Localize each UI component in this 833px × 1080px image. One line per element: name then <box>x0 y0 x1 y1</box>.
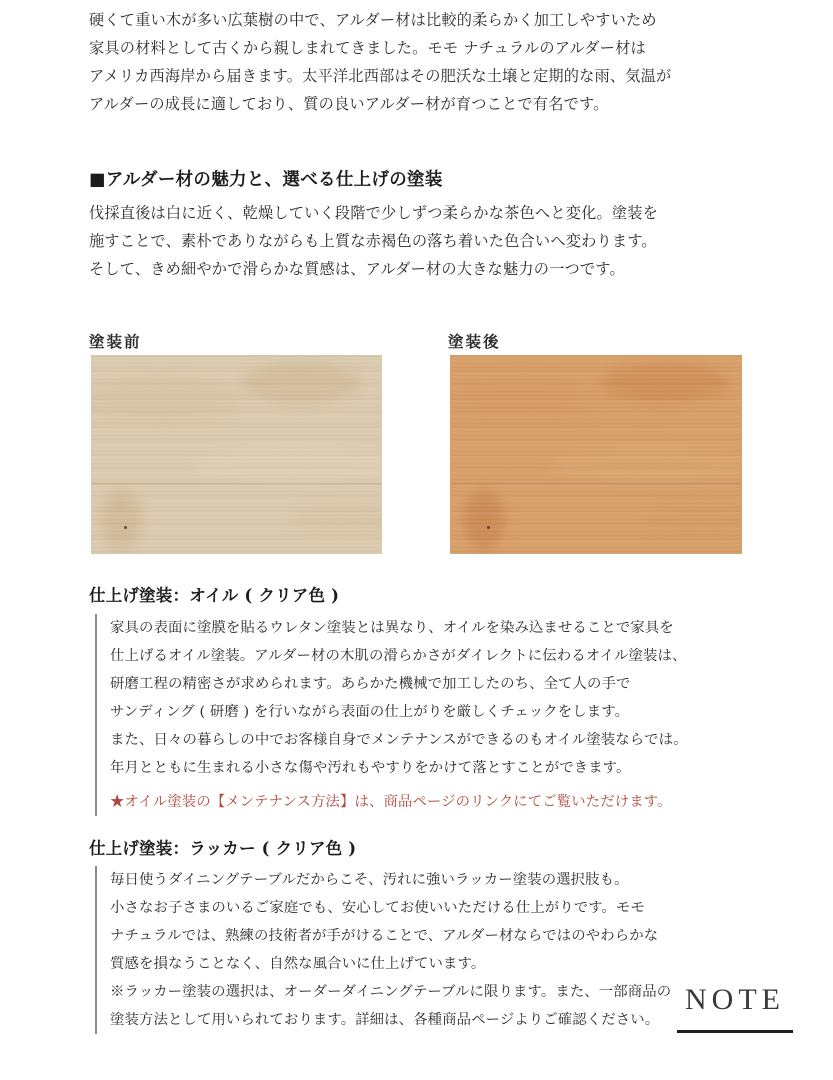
intro-line: 家具の材料として古くから親しまれてきました。モモ ナチュラルのアルダー材は <box>89 39 646 57</box>
lacquer-line: ※ラッカー塗装の選択は、オーダーダイニングテーブルに限ります。また、一部商品の <box>110 984 672 1000</box>
note-logo-text: NOTE <box>685 983 785 1016</box>
section-line: そして、きめ細やかで滑らかな質感は、アルダー材の大きな魅力の一つです。 <box>89 260 625 278</box>
before-caption: 塗装前 <box>89 332 142 351</box>
oil-finish-heading: 仕上げ塗装：オイル ( クリア色 ) <box>89 586 340 605</box>
intro-paragraph <box>89 6 769 118</box>
oil-line: サンディング ( 研磨 ) を行いながら表面の仕上がりを厳しくチェックをします。 <box>110 704 630 720</box>
lacquer-finish-description <box>95 866 671 1034</box>
oil-line: 年月とともに生まれる小さな傷や汚れもやすりをかけて落とすことができます。 <box>110 760 631 776</box>
note-logo <box>676 980 794 1033</box>
section-paragraph <box>89 199 769 283</box>
section-heading: ■アルダー材の魅力と、選べる仕上げの塗装 <box>89 170 443 190</box>
intro-line: アメリカ西海岸から届きます。太平洋北西部はその肥沃な土壌と定期的な雨、気温が <box>89 67 672 85</box>
lacquer-line: 質感を損なうことなく、自然な風合いに仕上げています。 <box>110 956 486 972</box>
lacquer-line: 塗装方法として用いられております。詳細は、各種商品ページよりご確認ください。 <box>110 1012 660 1028</box>
wood-sample-before-image <box>91 355 382 554</box>
oil-line: 仕上げるオイル塗装。アルダー材の木肌の滑らかさがダイレクトに伝わるオイル塗装は、 <box>110 648 687 664</box>
lacquer-line: 毎日使うダイニングテーブルだからこそ、汚れに強いラッカー塗装の選択肢も。 <box>110 872 629 888</box>
section-line: 施すことで、素朴でありながらも上質な赤褐色の落ち着いた色合いへ変わります。 <box>89 232 657 250</box>
note-logo-underline <box>677 1030 793 1033</box>
maintenance-note: ★オイル塗装の【メンテナンス方法】は、商品ページのリンクにてご覧いただけます。 <box>110 794 672 810</box>
wood-sample-after-image <box>450 355 742 554</box>
lacquer-line: 小さなお子さまのいるご家庭でも、安心してお使いいただける仕上がりです。モモ <box>110 900 646 916</box>
oil-finish-description <box>95 614 688 816</box>
oil-line: また、日々の暮らしの中でお客様自身でメンテナンスができるのもオイル塗装ならでは。 <box>110 732 688 748</box>
lacquer-finish-heading: 仕上げ塗装：ラッカー ( クリア色 ) <box>89 839 357 858</box>
oil-line: 家具の表面に塗膜を貼るウレタン塗装とは異なり、オイルを染み込ませることで家具を <box>110 620 674 636</box>
oil-line: 研磨工程の精密さが求められます。あらかた機械で加工したのち、全て人の手で <box>110 676 631 692</box>
intro-line: アルダーの成長に適しており、質の良いアルダー材が育つことで有名です。 <box>89 95 609 113</box>
intro-line: 硬くて重い木が多い広葉樹の中で、アルダー材は比較的柔らかく加工しやすいため <box>89 11 657 29</box>
after-caption: 塗装後 <box>448 332 501 351</box>
lacquer-line: ナチュラルでは、熟練の技術者が手がけることで、アルダー材ならではのやわらかな <box>110 928 659 944</box>
section-line: 伐採直後は白に近く、乾燥していく段階で少しずつ柔らかな茶色へと変化。塗装を <box>89 204 659 222</box>
